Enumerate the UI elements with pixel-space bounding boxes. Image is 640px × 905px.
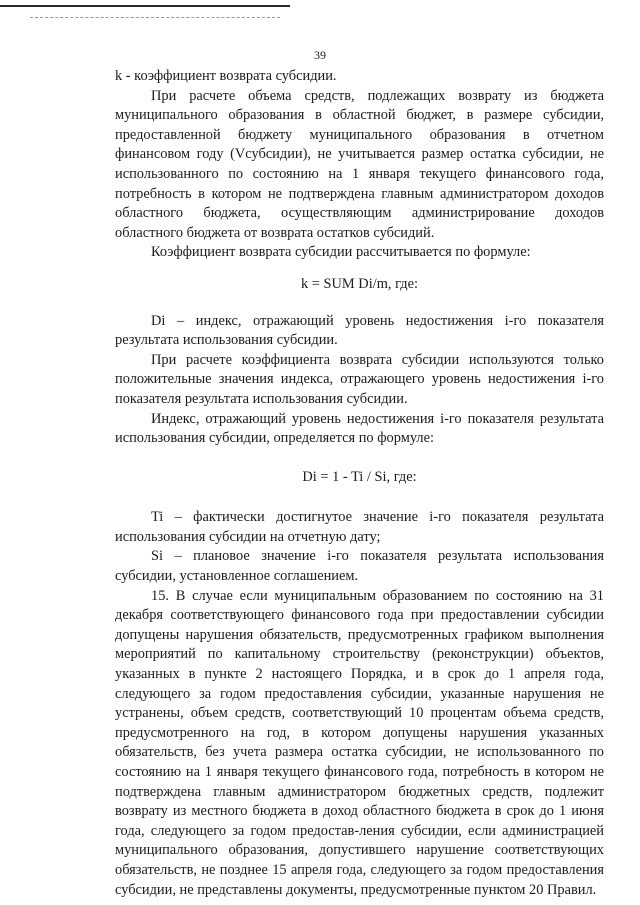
paragraph-coefficient-intro: Коэффициент возврата субсидии рассчитывается по формуле: <box>151 244 531 261</box>
document-body <box>115 67 604 900</box>
formula-di: Di = 1 - Ti / Si, где: <box>302 468 417 485</box>
paragraph-di-definition: Di – индекс, отражающий уровень недостижения i-го показателя результата использования субсидии. <box>115 312 604 349</box>
page-number: 39 <box>314 48 326 62</box>
scan-edge-line <box>0 5 290 7</box>
paragraph-ti-definition: Ti – фактически достигнутое значение i-го показателя результата использования субсидии на отчетную дату; <box>115 509 604 545</box>
paragraph-index-intro: Индекс, отражающий уровень недостижения i-го показателя результата использования субсидии, определяется по формуле: <box>115 410 604 447</box>
paragraph-refund-calculation: При расчете объема средств, подлежащих возврату из бюджета муниципального образования в областной бюджет, в размере субсидии, предоставленной бюджету муниципального образования в отчетном финансовом году (Vсубсидии), не учитывается размер остатка субсидии, не использованного по состоянию на 1 января текущего финансового года, потребность в котором не подтверждена главным администратором доходов областного бюджета, осуществляющим администрирование доходов областного бюджета от возврата остатков субсидий. <box>115 87 604 241</box>
paragraph-k-definition: k - коэффициент возврата субсидии. <box>115 68 337 84</box>
formula-k: k = SUM Di/m, где: <box>301 275 418 292</box>
paragraph-si-definition: Si – плановое значение i-го показателя результата использования субсидии, установленное соглашением. <box>115 548 604 585</box>
paragraph-positive-values: При расчете коэффициента возврата субсидии используются только положительные значения индекса, отражающего уровень недостижения i-го показателя результата использования субсидии. <box>115 351 604 407</box>
scan-edge-dashes <box>30 17 280 18</box>
paragraph-section-15: 15. В случае если муниципальным образованием по состоянию на 31 декабря соответствующего финансового года при предоставлении субсидии допущены нарушения обязательств, предусмотренных графиком выполнения мероприятий по капитальному строительству (реконструкции) объектов, указанных в пункте 2 настоящего Порядка, и в срок до 1 апреля года, следующего за годом предоставления субсидии, указанные нарушения не устранены, объем средств, соответствующий 10 процентам объема средств, предусмотренного на год, в котором допущены нарушения указанных обязательств, без учета размера остатка субсидии, не использованного по состоянию на 1 января текущего финансового года, потребность в котором не подтверждена главным администратором бюджетных средств, подлежит возврату из местного бюджета в доход областного бюджета в срок до 1 июня года, следующего за годом предостав-ления субсидии, если администрацией муниципального образования, допустившего нарушение соответствующих обязательств, не позднее 15 апреля года, следующего за годом предоставления субсидии, не представлены документы, предусмотренные пунктом 20 Правил. <box>115 587 604 898</box>
